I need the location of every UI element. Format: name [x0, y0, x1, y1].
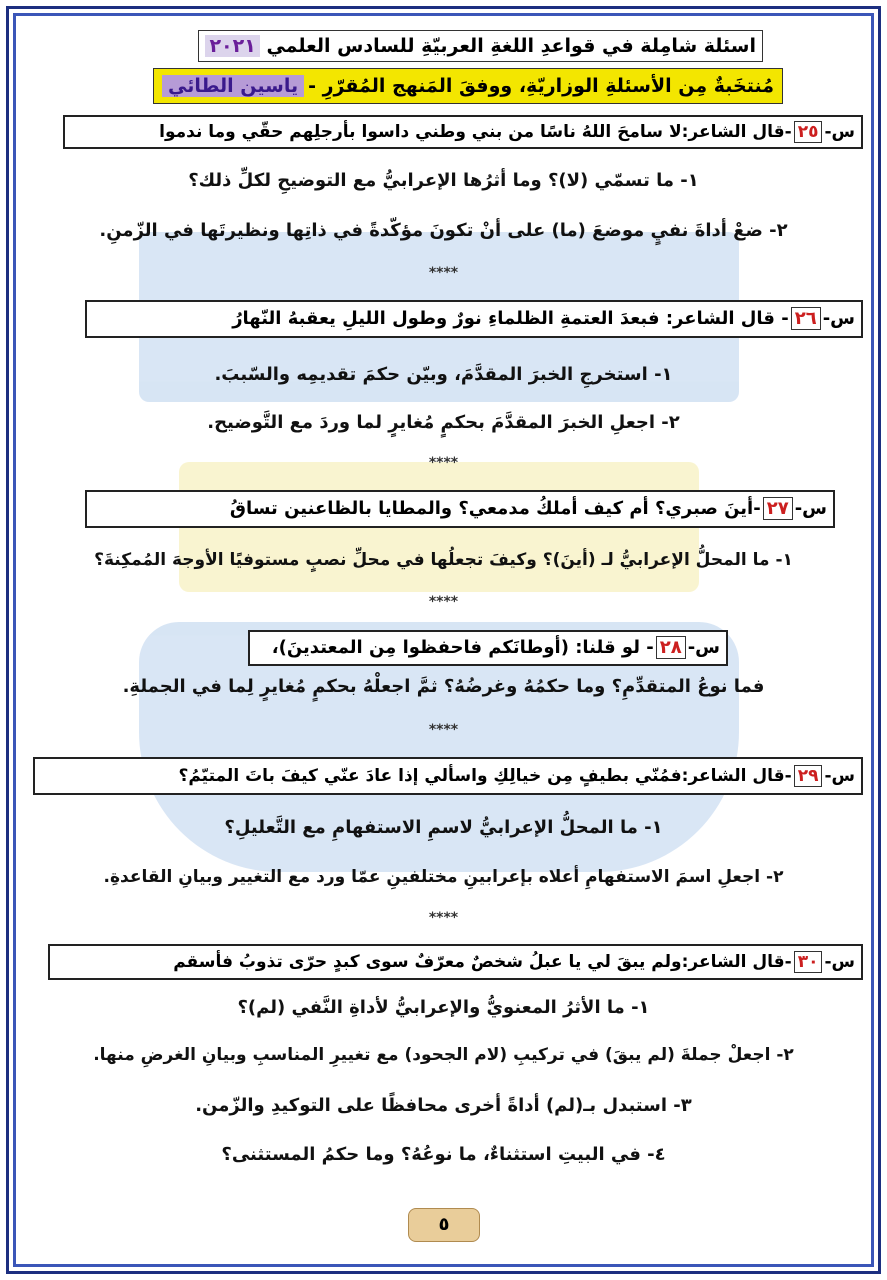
worksheet-page — [24, 22, 863, 1258]
question-30-stem: س-٣٠-قال الشاعر:ولم يبقَ لي يا عبلُ شخصٌ معرّفٌ سوى كبدٍ حرّى تذوبُ فأسقم — [48, 944, 863, 980]
page-number: ٥ — [408, 1208, 480, 1242]
worksheet-title — [198, 30, 763, 62]
question-25-sub-1: ١- ما تسمّي (لا)؟ وما أثرُها الإعرابيُّ مع التوضيحِ لكلِّ ذلك؟ — [188, 170, 699, 191]
question-29-sub-1: ١- ما المحلُّ الإعرابيُّ لاسمِ الاستفهامِ مع التَّعليلِ؟ — [224, 817, 663, 838]
question-28-stem: س-٢٨- لو قلنا: (أوطانَكم فاحفظوا مِن المعتدينَ)، — [248, 630, 728, 666]
separator: **** — [428, 455, 459, 471]
separator: **** — [428, 722, 459, 738]
question-25-sub-2: ٢- ضعْ أداةَ نفيٍ موضعَ (ما) على أنْ تكونَ مؤكّدةً في ذاتِها ونظيرتَها في الزّمنِ. — [99, 220, 788, 241]
subtitle-text: مُنتخَبةٌ مِن الأسئلةِ الوزاريّةِ، ووفقَ المَنهج المُقرّرِ - — [308, 75, 774, 97]
question-number: ٢٨ — [656, 636, 686, 659]
separator: **** — [428, 594, 459, 610]
question-30-sub-2: ٢- اجعلْ جملةَ (لم يبقَ) في تركيبِ (لام الجحود) مع تغييرِ المناسبِ وبيانِ الغرضِ منها. — [93, 1045, 794, 1065]
title-year: ٢٠٢١ — [205, 35, 259, 57]
question-30-sub-4: ٤- في البيتِ استثناءٌ، ما نوعُهُ؟ وما حكمُ المستثنى؟ — [221, 1144, 666, 1165]
question-29-sub-2: ٢- اجعلِ اسمَ الاستفهامِ أعلاه بإعرابينِ مختلفينِ عمّا ورد مع التغيير وبيانِ القاعدةِ. — [103, 867, 784, 887]
separator: **** — [428, 265, 459, 281]
question-26-stem: س-٢٦- قال الشاعر: فبعدَ العتمةِ الظلماءِ نورٌ وطول الليلِ يعقبهُ النّهارُ — [85, 300, 863, 338]
question-26-sub-1: ١- استخرجِ الخبرَ المقدَّمَ، وبيّن حكمَ تقديمِه والسّببَ. — [214, 364, 673, 385]
question-29-stem: س-٢٩-قال الشاعر:فمُنّي بطيفٍ مِن خيالِكِ واسألي إذا عادَ عنّي كيفَ باتَ المتيّمُ؟ — [33, 757, 863, 795]
question-number: ٢٩ — [794, 765, 823, 787]
worksheet-subtitle — [153, 68, 783, 104]
question-27-stem: س-٢٧-أينَ صبري؟ أم كيف أملكُ مدمعي؟ والمطايا بالظاعنين تساقُ — [85, 490, 835, 528]
question-30-sub-1: ١- ما الأثرُ المعنويُّ والإعرابيُّ لأداةِ النَّفي (لم)؟ — [237, 997, 650, 1018]
question-28-sub-1: فما نوعُ المتقدِّمِ؟ وما حكمُهُ وغرضُهُ؟ ثمَّ اجعلْهُ بحكمٍ مُغايرٍ لِما في الجملةِ. — [122, 676, 765, 697]
question-number: ٢٥ — [794, 121, 823, 143]
question-27-sub-1: ١- ما المحلُّ الإعرابيُّ لـ (أينَ)؟ وكيفَ تجعلُها في محلِّ نصبٍ مستوفيًا الأوجهَ المُمكِنةَ؟ — [94, 550, 793, 570]
question-number: ٣٠ — [794, 951, 823, 973]
title-text: اسئلة شامِلة في قواعدِ اللغةِ العربيّةِ للسادس العلمي — [266, 35, 756, 57]
question-number: ٢٦ — [791, 307, 821, 330]
question-number: ٢٧ — [763, 497, 793, 520]
question-25-stem: س-٢٥-قال الشاعر:لا سامحَ اللهُ ناسًا من بني وطني داسوا بأرجلِهم حقّي وما ندموا — [63, 115, 863, 149]
author-name: ياسين الطائي — [162, 75, 304, 97]
question-26-sub-2: ٢- اجعلِ الخبرَ المقدَّمَ بحكمٍ مُغايرٍ لما وردَ مع التَّوضيح. — [207, 412, 680, 433]
question-30-sub-3: ٣- استبدل بـ(لم) أداةً أخرى محافظًا على التوكيدِ والزّمن. — [195, 1095, 692, 1116]
separator: **** — [428, 910, 459, 926]
